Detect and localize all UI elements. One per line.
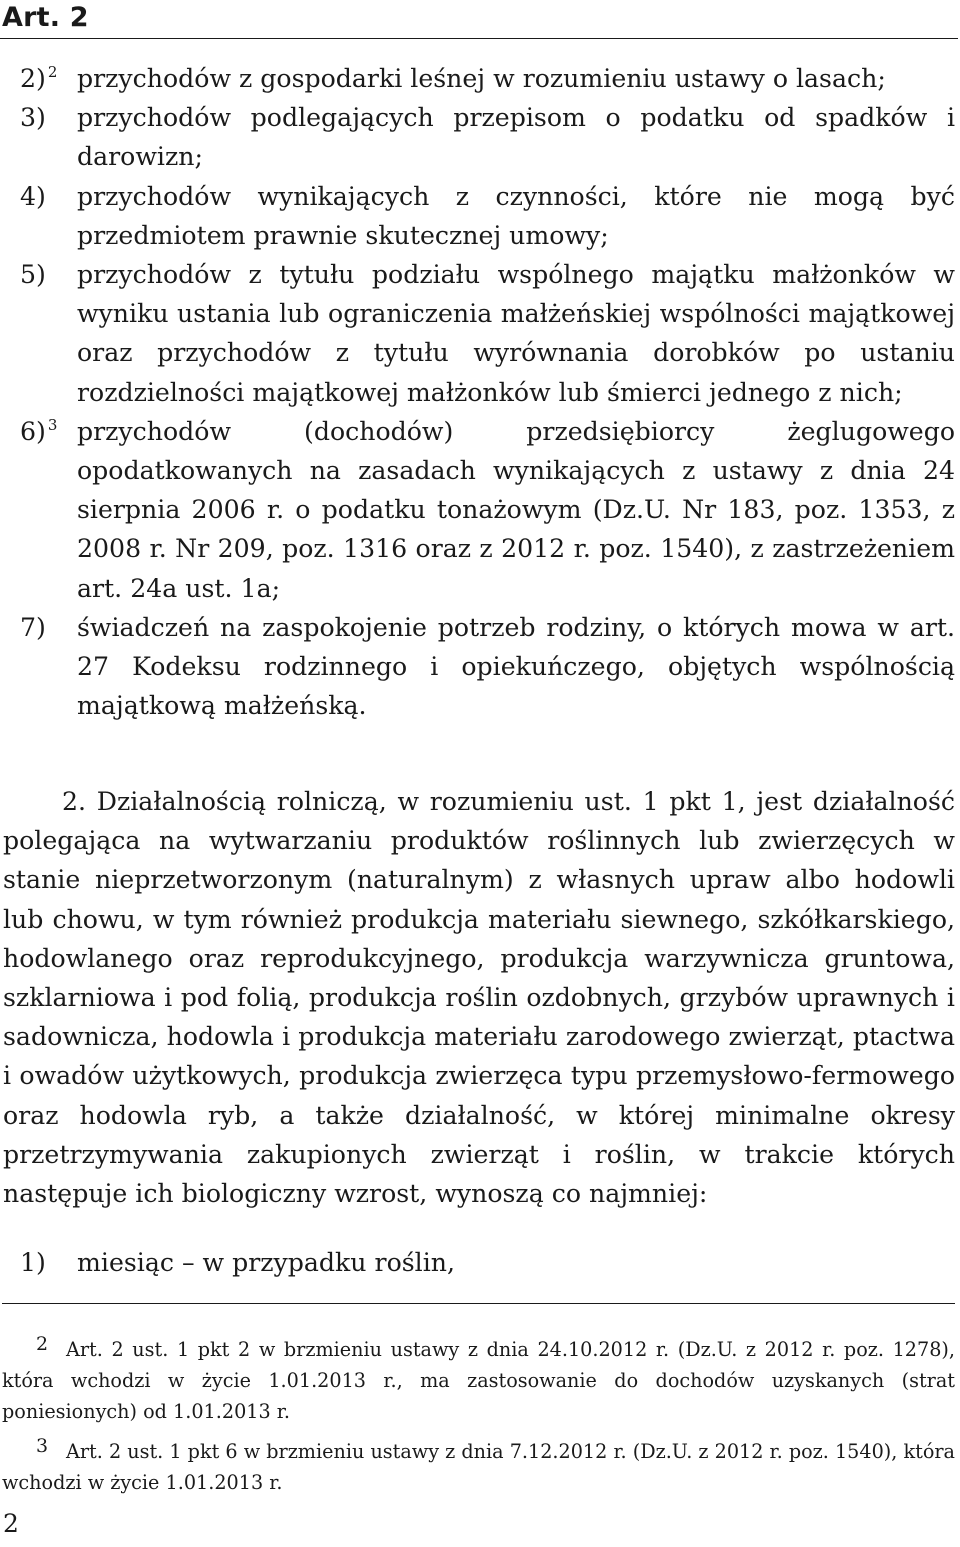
page-header [0,0,958,39]
list-item [0,59,955,98]
item-number: 2) $^2$ [20,63,58,93]
list-item [0,412,955,608]
footnote [2,1431,955,1498]
list-item [0,98,955,176]
list-item [0,177,955,255]
item-text: przychodów wynikających z czynności, które nie mogą być przedmiotem prawnie skutecznej umowy; [77,181,955,250]
item-text: przychodów z tytułu podziału wspólnego majątku małżonków w wyniku ustania lub ograniczenia małżeńskiej wspólności majątkowej oraz przychodów z tytułu wyrównania dorobków po ustaniu rozdzielności majątkowej małżonków lub śmierci jednego z nich; [77,260,955,407]
footnote-ref[interactable]: 2 [47,63,58,81]
item-text: przychodów podlegających przepisom o podatku od spadków i darowizn; [77,103,955,172]
item-number: 3) [20,103,46,133]
footnote-number: 2 [36,1333,49,1355]
item-text: świadczeń na zaspokojenie potrzeb rodziny, o których mowa w art. 27 Kodeksu rodzinnego i opiekuńczego, objętych wspólnością majątkową małżeńską. [77,612,955,721]
footnote-text: Art. 2 ust. 1 pkt 2 w brzmieniu ustawy z dnia 24.10.2012 r. (Dz.U. z 2012 r. poz. 1278), która wchodzi w życie 1.01.2013 r., ma zastosowanie do dochodów uzyskanych (strat poniesionych) od 1.01.2013 r. [2,1338,955,1423]
item-number: 7) [20,612,46,642]
list-item [0,255,955,412]
list-item [0,608,955,726]
article-title: Art. 2 [2,2,89,33]
item-text: przychodów z gospodarki leśnej w rozumieniu ustawy o lasach; [77,64,886,93]
item-text: przychodów (dochodów) przedsiębiorcy żeglugowego opodatkowanych na zasadach wynikających z ustawy z dnia 24 sierpnia 2006 r. o podatku tonażowym (Dz.U. Nr 183, poz. 1353, z 2008 r. Nr 209, poz. 1316 oraz z 2012 r. poz. 1540), z zastrzeżeniem art. 24a ust. 1a; [77,416,955,603]
sub-item-text: miesiąc – w przypadku roślin, [77,1248,456,1277]
item-number: 5) [20,260,46,290]
page-number: 2 [3,1509,19,1538]
footnote-text: Art. 2 ust. 1 pkt 6 w brzmieniu ustawy z dnia 7.12.2012 r. (Dz.U. z 2012 r. poz. 1540), która wchodzi w życie 1.01.2013 r. [2,1440,955,1494]
paragraph-2: 2. Działalnością rolniczą, w rozumieniu ust. 1 pkt 1, jest działalność polegająca na wytwarzaniu produktów roślinnych lub zwierzęcych w stanie nieprzetworzonym (naturalnym) z własnych upraw albo hodowli lub chowu, w tym również produkcja materiału siewnego, szkółkarskiego, hodowlanego oraz reprodukcyjnego, produkcja warzywnicza gruntowa, szklarniowa i pod folią, produkcja roślin ozdobnych, grzybów uprawnych i sadownicza, hodowla i produkcja materiału zarodowego zwierząt, ptactwa i owadów użytkowych, produkcja zwierzęca typu przemysłowo-fermowego oraz hodowla ryb, a także działalność, w której minimalne okresy przetrzymywania zakupionych zwierząt i roślin, w trakcie których następuje ich biologiczny wzrost, wynoszą co najmniej: [3,787,955,1209]
footnote-ref[interactable]: 3 [47,415,58,434]
footnotes [2,1329,955,1502]
footnote [2,1329,955,1427]
footnote-divider [2,1303,955,1304]
item-number: 6) $^3$ [20,415,58,446]
footnote-number: 3 [36,1435,49,1457]
numbered-list [0,59,955,725]
item-number: 4) [20,181,46,211]
sub-item-number: 1) [20,1248,46,1277]
